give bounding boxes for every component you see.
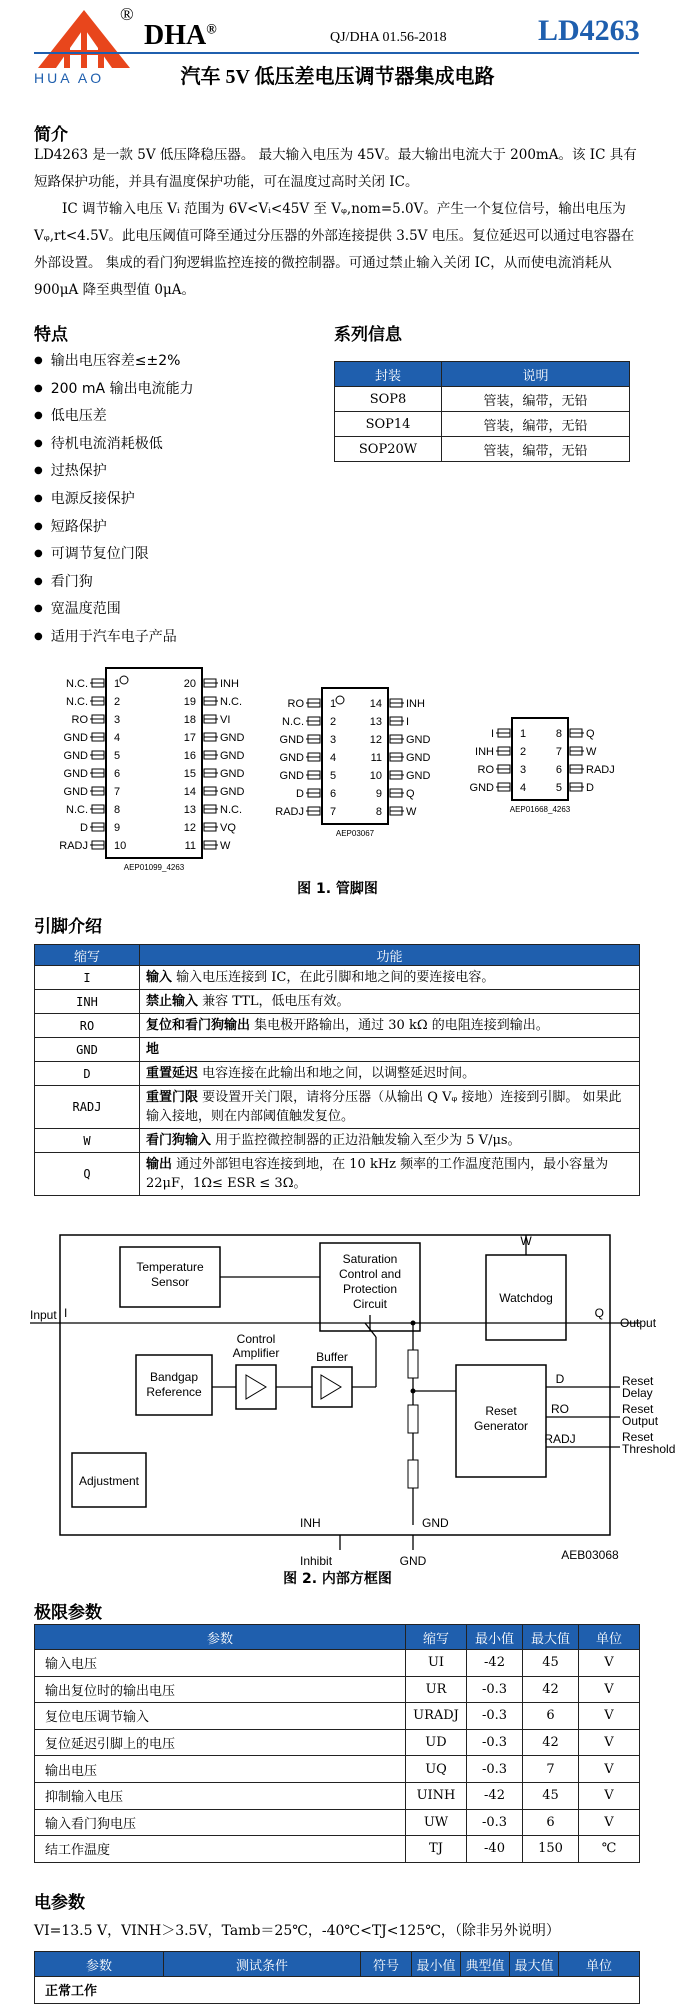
pin-label: GND [279, 770, 304, 782]
standard-number: QJ/DHA 01.56-2018 [330, 30, 447, 45]
pin-number: 2 [330, 716, 337, 728]
elec-table [34, 1951, 640, 2004]
pin-label: W [586, 746, 597, 758]
pin-label: Q [406, 788, 415, 800]
feature-item: ● 宽温度范围 [34, 596, 194, 624]
pin-label: GND [279, 734, 304, 746]
pin-symbol: Q [35, 1153, 140, 1196]
resistor-icon [408, 1350, 418, 1378]
features-heading: 特点 [34, 325, 68, 345]
pin-label: W [220, 840, 231, 852]
pin-number: 10 [369, 770, 382, 782]
pin-number: 20 [183, 678, 196, 690]
pin-label: GND [406, 770, 431, 782]
pin-function-text: 通过外部钽电容连接到地，在 10 kHz 频率的工作温度范围内，最小容量为 22μF，1Ω≤ ESR ≤ 3Ω。 [146, 1157, 609, 1191]
pin-number: 2 [114, 696, 121, 708]
pin-label: GND [406, 734, 431, 746]
pin-number: 5 [555, 782, 562, 794]
pin-D-label: D [555, 1372, 565, 1386]
pin-number: 13 [183, 804, 196, 816]
pin-label: N.C. [220, 804, 242, 816]
pin-label: VQ [220, 822, 236, 834]
pin-label: RO [477, 764, 494, 776]
pin-function-text: 要设置开关门限，请将分压器（从输出 Q Vᵩ 接地）连接到引脚。 如果此输入接地，则在内部阈值触发复位。 [146, 1090, 622, 1124]
series-col-package: 封装 [335, 362, 442, 387]
pin-label: GND [279, 752, 304, 764]
pin-W-label: W [520, 1234, 532, 1248]
feature-item: ● 200 mA 输出电流能力 [34, 376, 194, 404]
table-row [35, 1014, 640, 1038]
table-row [35, 1676, 640, 1703]
block-diagram [30, 1225, 675, 1568]
bandgap-label: Bandgap [149, 1370, 199, 1384]
pin-label: GND [63, 786, 88, 798]
pin-function-text: 用于监控微控制器的正边沿触发输入至少为 5 V/μs。 [211, 1133, 521, 1148]
pin-label: INH [406, 698, 425, 710]
pin-symbol: INH [35, 990, 140, 1014]
header-rule [34, 52, 639, 54]
pin-number: 4 [114, 732, 121, 744]
pin-number: 7 [330, 806, 337, 818]
pin-number: 1 [114, 678, 121, 690]
pin-function [140, 966, 640, 990]
abs-col-param: 参数 [35, 1625, 406, 1650]
abs-cell: 输出电压 [35, 1756, 406, 1783]
pin-label: I [406, 716, 410, 728]
series-cell: 管装，编带，无铅 [442, 412, 630, 437]
pin-number: 3 [520, 764, 527, 776]
elec-col-symbol: 符号 [361, 1952, 412, 1977]
series-table [334, 361, 630, 462]
pin-function [140, 1038, 640, 1062]
pin-label: W [406, 806, 417, 818]
pin-label: VI [220, 714, 231, 726]
feature-item: ● 可调节复位门限 [34, 541, 194, 569]
pin-function-name: 地 [146, 1042, 160, 1057]
pin-label: RADJ [275, 806, 304, 818]
pin-symbol: RADJ [35, 1086, 140, 1129]
feature-item: ● 看门狗 [34, 569, 194, 597]
pin-number: 10 [114, 840, 127, 852]
package-code: AEP03067 [335, 829, 375, 838]
sat-label: Circuit [352, 1297, 388, 1311]
table-row [35, 1038, 640, 1062]
temp-label: Temperature [136, 1260, 204, 1274]
feature-item: ● 输出电压容差≤±2% [34, 348, 194, 376]
brand-name: DHA® [144, 20, 217, 51]
abs-cell: 输入电压 [35, 1650, 406, 1677]
pin-label: I [490, 728, 494, 740]
pin-function-name: 输出 [146, 1157, 173, 1172]
pin-function [140, 1129, 640, 1153]
pin1-marker [120, 676, 128, 684]
pin-number: 3 [114, 714, 121, 726]
abs-cell: ℃ [579, 1836, 640, 1863]
pin-function [140, 1014, 640, 1038]
elec-section-title: 正常工作 [35, 1977, 640, 2004]
pin-number: 12 [183, 822, 196, 834]
figure-2-caption: 图 2. 内部方框图 [283, 1571, 392, 1587]
abs-cell: -0.3 [467, 1703, 523, 1730]
feature-item: ● 适用于汽车电子产品 [34, 624, 194, 652]
sat-label: Protection [342, 1282, 398, 1296]
elec-col-max: 最大值 [510, 1952, 559, 1977]
pin-number: 13 [369, 716, 382, 728]
pin-number: 9 [375, 788, 382, 800]
pin-label: RADJ [59, 840, 88, 852]
pin-I-label: I [64, 1306, 68, 1320]
pin-number: 8 [114, 804, 121, 816]
ctrl-label: Amplifier [232, 1346, 280, 1360]
pin-label: GND [63, 750, 88, 762]
reset-output-label: Output [622, 1414, 659, 1428]
abs-cell: TJ [406, 1836, 467, 1863]
pin-function-name: 重置延迟 [146, 1066, 199, 1081]
table-row [35, 1809, 640, 1836]
reset-threshold-label: Reset [622, 1430, 654, 1444]
input-label: Input [30, 1308, 57, 1322]
pin-table [34, 944, 640, 1196]
features-list [34, 348, 194, 652]
pin-number: 6 [555, 764, 562, 776]
table-row [35, 1782, 640, 1809]
reset-output-label: Reset [622, 1402, 654, 1416]
table-row [35, 1756, 640, 1783]
pin-function [140, 1086, 640, 1129]
pin-label: N.C. [282, 716, 304, 728]
abs-cell: 45 [523, 1650, 579, 1677]
pins-heading: 引脚介绍 [34, 917, 102, 937]
pin-number: 5 [330, 770, 337, 782]
part-number: LD4263 [538, 14, 640, 47]
abs-cell: 42 [523, 1729, 579, 1756]
pin-label: N.C. [66, 696, 88, 708]
pin-label: D [80, 822, 88, 834]
gnd-ext-label: GND [399, 1554, 427, 1568]
abs-cell: UI [406, 1650, 467, 1677]
abs-cell: -42 [467, 1782, 523, 1809]
abs-cell: UQ [406, 1756, 467, 1783]
series-cell: 管装，编带，无铅 [442, 437, 630, 462]
pin1-marker [336, 696, 344, 704]
pin-function-name: 输入 [146, 970, 173, 985]
abs-heading: 极限参数 [34, 1603, 102, 1623]
series-cell: 管装，编带，无铅 [442, 387, 630, 412]
series-cell: SOP14 [335, 412, 442, 437]
feature-item: ● 电源反接保护 [34, 486, 194, 514]
abs-cell: V [579, 1650, 640, 1677]
abs-cell: 复位延迟引脚上的电压 [35, 1729, 406, 1756]
figure-1-caption: 图 1. 管脚图 [297, 881, 378, 897]
temp-label: Sensor [150, 1275, 190, 1289]
abs-cell: URADJ [406, 1703, 467, 1730]
abs-cell: -0.3 [467, 1729, 523, 1756]
table-row [335, 412, 630, 437]
pin-function [140, 990, 640, 1014]
pin-label: RO [287, 698, 304, 710]
series-cell: SOP20W [335, 437, 442, 462]
pin-label: D [296, 788, 304, 800]
watchdog-label: Watchdog [499, 1291, 553, 1305]
table-row [35, 1836, 640, 1863]
pin-number: 19 [183, 696, 196, 708]
abs-col-min: 最小值 [467, 1625, 523, 1650]
pin-RADJ-label: RADJ [544, 1432, 576, 1446]
table-row [35, 1129, 640, 1153]
intro-heading: 简介 [34, 125, 68, 145]
bandgap-label: Reference [146, 1385, 202, 1399]
pin-label: GND [406, 752, 431, 764]
feature-item: ● 过热保护 [34, 458, 194, 486]
abs-cell: 150 [523, 1836, 579, 1863]
abs-cell: UINH [406, 1782, 467, 1809]
pin-symbol: D [35, 1062, 140, 1086]
company-name-en: HUA AO [34, 70, 105, 86]
series-cell: SOP8 [335, 387, 442, 412]
reset-threshold-label: Threshold [622, 1442, 675, 1456]
abs-cell: V [579, 1809, 640, 1836]
table-row [35, 1650, 640, 1677]
abs-cell: 42 [523, 1676, 579, 1703]
pin-number: 1 [520, 728, 527, 740]
pin-number: 14 [369, 698, 382, 710]
pin-number: 4 [520, 782, 527, 794]
pin-symbol: W [35, 1129, 140, 1153]
pin-number: 6 [330, 788, 337, 800]
abs-cell: V [579, 1729, 640, 1756]
output-label: Output [620, 1316, 657, 1330]
intro-paragraph-2: IC 调节输入电压 Vᵢ 范围为 6V<Vᵢ<45V 至 Vᵩ,nom=5.0V。产生一个复位信号，输出电压为 Vᵩ,rt<4.5V。此电压阈值可降至通过分压器的外部连接提供 3.5V 电压。复位延迟可以通过电容器在外部设置。 集成的看门狗逻辑监控连接的微控制器。可通过禁止输入关闭 IC，从而使电流消耗从 900μA 降至典型值 0μA。 [34, 201, 635, 298]
pin-label: GND [220, 768, 245, 780]
table-row [35, 1062, 640, 1086]
pin-number: 4 [330, 752, 337, 764]
pin-label: GND [63, 768, 88, 780]
page-header [0, 0, 675, 120]
block-code-label: AEB03068 [561, 1548, 619, 1562]
table-row [35, 1703, 640, 1730]
table-row [35, 1086, 640, 1129]
pin-label: N.C. [66, 678, 88, 690]
gnd-label: GND [422, 1516, 449, 1530]
abs-cell: 7 [523, 1756, 579, 1783]
abs-cell: -42 [467, 1650, 523, 1677]
elec-col-param: 参数 [35, 1952, 164, 1977]
pin-number: 9 [114, 822, 121, 834]
abs-cell: 抑制输入电压 [35, 1782, 406, 1809]
pin-label: RO [71, 714, 88, 726]
pin-label: GND [220, 732, 245, 744]
pin-number: 7 [114, 786, 121, 798]
table-row [335, 387, 630, 412]
reset-gen-label: Reset [485, 1404, 517, 1418]
pin-label: GND [469, 782, 494, 794]
abs-cell: -40 [467, 1836, 523, 1863]
pin-function-name: 重置门限 [146, 1090, 199, 1105]
reset-delay-label: Reset [622, 1374, 654, 1388]
abs-cell: 输出复位时的输出电压 [35, 1676, 406, 1703]
reset-gen-label: Generator [473, 1419, 529, 1433]
resistor-icon [408, 1405, 418, 1433]
pin-col-symbol: 缩写 [35, 945, 140, 966]
series-col-desc: 说明 [442, 362, 630, 387]
pin-number: 15 [183, 768, 196, 780]
pin-symbol: GND [35, 1038, 140, 1062]
ctrl-label: Control [236, 1332, 276, 1346]
pin-number: 12 [369, 734, 382, 746]
pin-label: INH [475, 746, 494, 758]
intro-paragraph-1: LD4263 是一款 5V 低压降稳压器。 最大输入电压为 45V。最大输出电流大于 200mA。该 IC 具有短路保护功能，并具有温度保护功能，可在温度过高时关闭 IC。 [34, 147, 637, 190]
abs-col-unit: 单位 [579, 1625, 640, 1650]
pin-function [140, 1153, 640, 1196]
pin-col-function: 功能 [140, 945, 640, 966]
series-heading: 系列信息 [334, 325, 402, 345]
inhibit-label: Inhibit [300, 1554, 333, 1568]
pin-label: GND [220, 786, 245, 798]
feature-item: ● 待机电流消耗极低 [34, 431, 194, 459]
buffer-label: Buffer [316, 1350, 348, 1364]
abs-cell: 结工作温度 [35, 1836, 406, 1863]
pin-label: GND [63, 732, 88, 744]
junction-dot [411, 1321, 416, 1326]
elec-conditions: VI=13.5 V，VINH＞3.5V，Tamb＝25℃，-40℃<TJ<125℃，（除非另外说明） [34, 1923, 560, 1939]
document-title: 汽车 5V 低压差电压调节器集成电路 [180, 66, 495, 88]
abs-max-table [34, 1624, 640, 1863]
abs-cell: UR [406, 1676, 467, 1703]
pin-number: 8 [555, 728, 562, 740]
pin-function-name: 禁止输入 [146, 994, 199, 1009]
package-code: AEP01668_4263 [509, 805, 571, 814]
abs-cell: UD [406, 1729, 467, 1756]
abs-cell: 6 [523, 1703, 579, 1730]
abs-cell: V [579, 1756, 640, 1783]
inh-label: INH [300, 1516, 321, 1530]
pin-number: 8 [375, 806, 382, 818]
abs-cell: 复位电压调节输入 [35, 1703, 406, 1730]
elec-heading: 电参数 [34, 1893, 85, 1913]
pin-function-name: 看门狗输入 [146, 1133, 212, 1148]
abs-cell: -0.3 [467, 1676, 523, 1703]
abs-cell: -0.3 [467, 1809, 523, 1836]
abs-cell: V [579, 1703, 640, 1730]
sat-label: Control and [338, 1267, 402, 1281]
feature-item: ● 短路保护 [34, 514, 194, 542]
sat-label: Saturation [342, 1252, 398, 1266]
table-row [35, 966, 640, 990]
package-code: AEP01099_4263 [123, 863, 185, 872]
pin-function-text: 集电极开路输出，通过 30 kΩ 的电阻连接到输出。 [250, 1018, 549, 1033]
pin-symbol: RO [35, 1014, 140, 1038]
abs-cell: 输入看门狗电压 [35, 1809, 406, 1836]
pin-number: 5 [114, 750, 121, 762]
feature-item: ● 低电压差 [34, 403, 194, 431]
pin-label: N.C. [220, 696, 242, 708]
elec-col-cond: 测试条件 [164, 1952, 361, 1977]
pin-function-text: 兼容 TTL，低电压有效。 [198, 994, 350, 1009]
pin-number: 16 [183, 750, 196, 762]
pin-number: 6 [114, 768, 121, 780]
pin-function [140, 1062, 640, 1086]
pin-number: 7 [555, 746, 562, 758]
pin-function-name: 复位和看门狗输出 [146, 1018, 251, 1033]
registered-mark: ® [120, 4, 134, 24]
abs-cell: -0.3 [467, 1756, 523, 1783]
pin-number: 18 [183, 714, 196, 726]
buffer-block [312, 1367, 352, 1407]
pin-number: 3 [330, 734, 337, 746]
abs-cell: 6 [523, 1809, 579, 1836]
pin-label: INH [220, 678, 239, 690]
abs-col-max: 最大值 [523, 1625, 579, 1650]
control-amplifier-block [236, 1365, 276, 1409]
resistor-icon [408, 1460, 418, 1488]
table-row [35, 990, 640, 1014]
pin-label: D [586, 782, 594, 794]
abs-cell: 45 [523, 1782, 579, 1809]
reset-delay-label: Delay [622, 1386, 653, 1400]
pin-label: RADJ [586, 764, 615, 776]
pin-number: 17 [183, 732, 196, 744]
elec-col-min: 最小值 [412, 1952, 461, 1977]
abs-cell: UW [406, 1809, 467, 1836]
abs-cell: V [579, 1676, 640, 1703]
pin-function-text: 电容连接在此输出和地之间，以调整延迟时间。 [198, 1066, 476, 1081]
abs-cell: V [579, 1782, 640, 1809]
table-row [335, 437, 630, 462]
pin-function-text: 输入电压连接到 IC，在此引脚和地之间的要连接电容。 [172, 970, 495, 985]
adjustment-label: Adjustment [78, 1474, 140, 1488]
pin-label: Q [586, 728, 595, 740]
table-row [35, 1153, 640, 1196]
pin-symbol: I [35, 966, 140, 990]
elec-col-unit: 单位 [559, 1952, 640, 1977]
pin-label: N.C. [66, 804, 88, 816]
pin-number: 2 [520, 746, 527, 758]
pin-Q-label: Q [594, 1306, 604, 1320]
pin-label: GND [220, 750, 245, 762]
pin-number: 11 [370, 752, 382, 764]
table-row [35, 1729, 640, 1756]
abs-col-symbol: 缩写 [406, 1625, 467, 1650]
pin-RO-label: RO [551, 1402, 569, 1416]
pin-number: 14 [183, 786, 196, 798]
pinout-diagram [0, 660, 675, 870]
pin-number: 1 [330, 698, 337, 710]
elec-col-typ: 典型值 [461, 1952, 510, 1977]
pin-number: 11 [184, 840, 196, 852]
